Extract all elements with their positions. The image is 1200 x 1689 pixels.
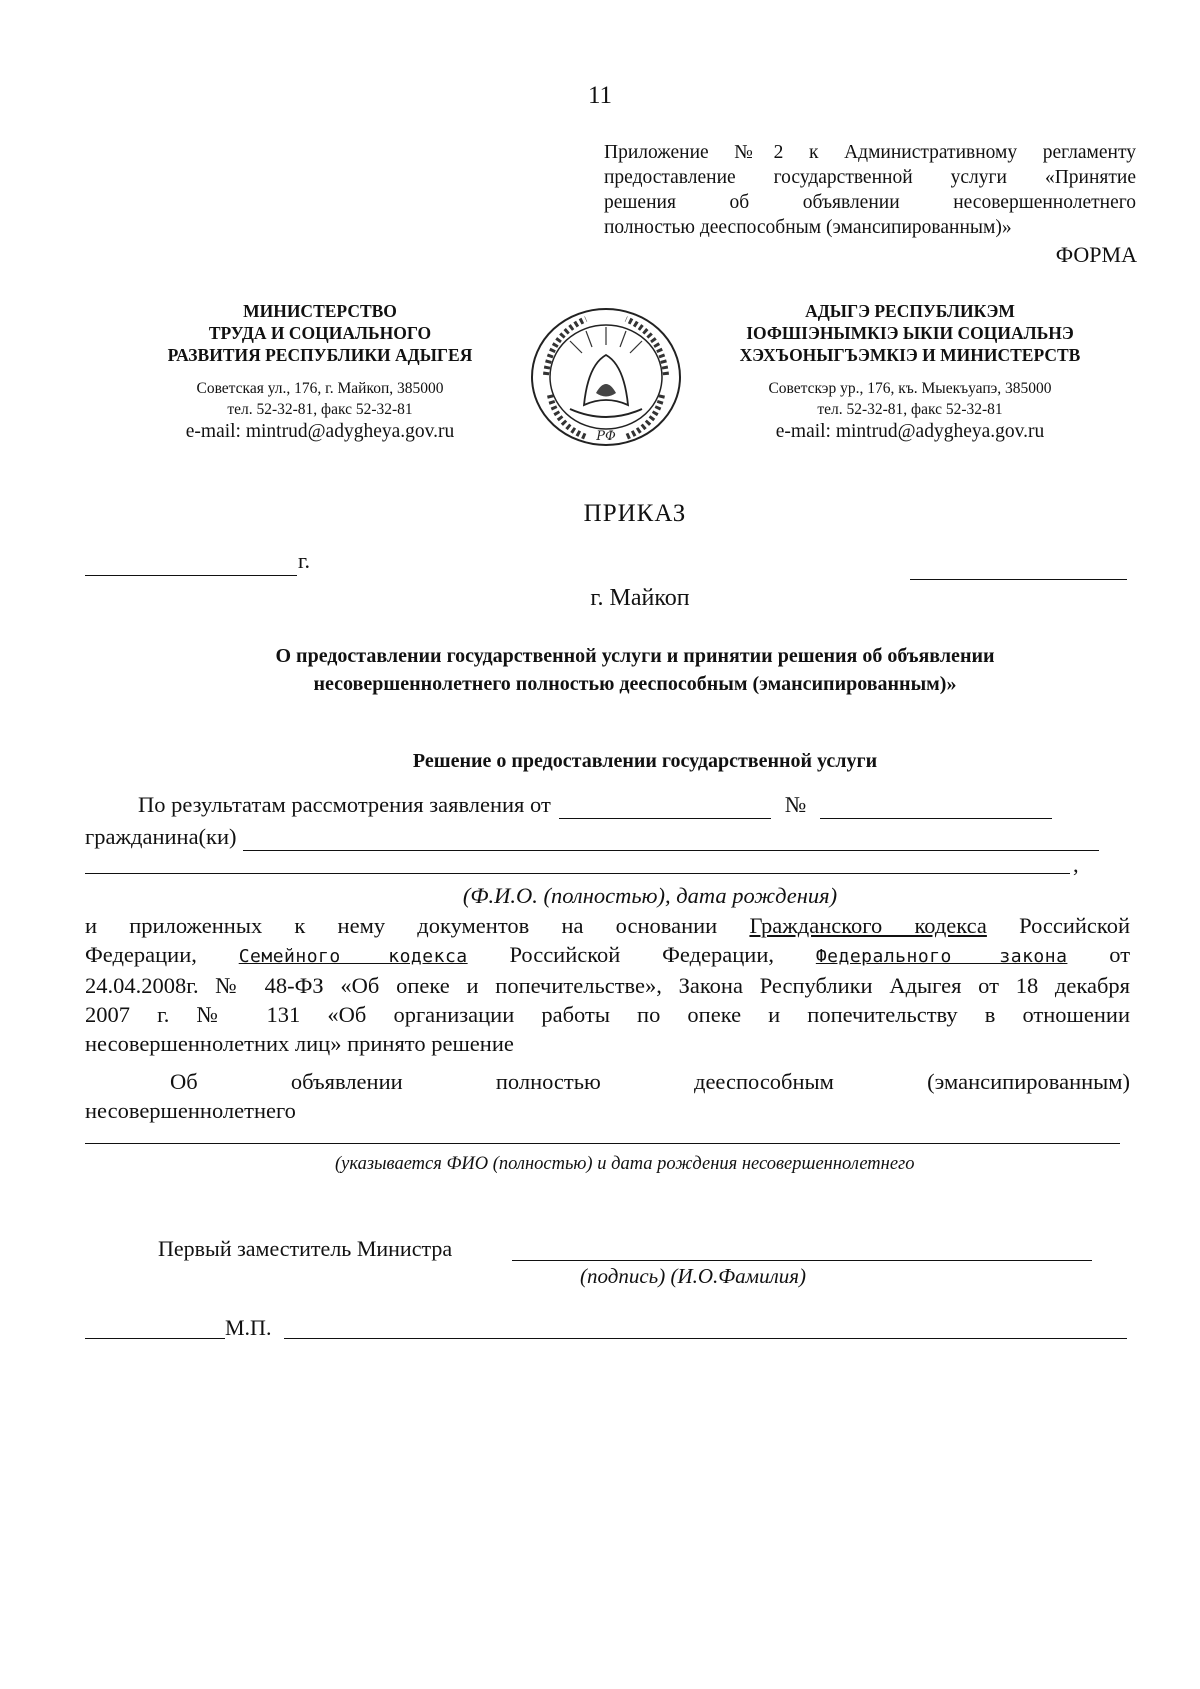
- appendix-line: полностью дееспособным (эмансипированным)»: [604, 217, 1012, 238]
- adygea-coat-of-arms-icon: [526, 305, 686, 450]
- order-city: г. Майкоп: [590, 585, 690, 611]
- appendix-line: Приложение №2 к Административному регламенту: [604, 142, 1136, 163]
- emblem-label: РФ: [596, 429, 616, 444]
- civil-code-link[interactable]: Гражданского кодекса: [749, 913, 987, 938]
- form-label: ФОРМА: [1055, 242, 1137, 267]
- paragraph-text: от: [1109, 942, 1131, 967]
- application-row: [138, 791, 1052, 819]
- subject-line: несовершеннолетнего полностью дееспособным (эмансипированным)»: [313, 673, 957, 695]
- citizen-name-field-2[interactable]: [85, 873, 1070, 874]
- order-number-field[interactable]: [910, 547, 1127, 580]
- date-year-suffix: г.: [298, 548, 311, 573]
- family-code-link[interactable]: Семейного кодекса: [238, 946, 468, 967]
- signature-hint: (подпись) (И.О.Фамилия): [580, 1264, 806, 1288]
- paragraph-text: и приложенных к нему документов на основании: [85, 913, 718, 938]
- page-number: 11: [587, 82, 613, 109]
- org-right-address: [690, 378, 1130, 420]
- application-label: По результатам рассмотрения заявления от: [138, 792, 551, 817]
- org-left-title-line: ТРУДА И СОЦИАЛЬНОГО: [208, 323, 432, 343]
- application-number-field[interactable]: [820, 794, 1052, 819]
- org-right-title-line: IОФШIЭНЫМКIЭ ЫКIИ СОЦИАЛЬНЭ: [746, 323, 1074, 343]
- paragraph-text: Российской Федерации,: [509, 942, 775, 967]
- appendix-line: решения об объявлении несовершеннолетнего: [604, 192, 1136, 213]
- emancipation-line: Об объявлении полностью дееспособным (эмансипированным): [170, 1069, 1130, 1094]
- org-left-email: e-mail: mintrud@adygheya.gov.ru: [185, 421, 455, 442]
- signer-title: Первый заместитель Министра: [158, 1236, 453, 1261]
- citizen-row: [85, 823, 1099, 851]
- org-right-title-line: АДЫГЭ РЕСПУБЛИКЭМ: [805, 301, 1015, 321]
- stamp-label: М.П.: [225, 1315, 272, 1340]
- emancipation-line: несовершеннолетнего: [85, 1098, 296, 1123]
- number-sign: №: [784, 792, 807, 817]
- paragraph-line: 2007 г. № 131 «Об организации работы по опеке и попечительству в отношении: [85, 1002, 1130, 1027]
- org-left-block: [130, 300, 510, 444]
- org-left-title-line: МИНИСТЕРСТВО: [243, 301, 397, 321]
- application-date-field[interactable]: [559, 794, 771, 819]
- org-left-address: [130, 378, 510, 420]
- minor-name-hint: (указывается ФИО (полностью) и дата рождения несовершеннолетнего: [335, 1154, 915, 1174]
- comma: ,: [1073, 852, 1079, 877]
- date-field[interactable]: [85, 547, 297, 576]
- paragraph-line: [85, 911, 1130, 940]
- paragraph-line: [85, 940, 1130, 971]
- paragraph-line: несовершеннолетних лиц» принято решение: [85, 1031, 514, 1056]
- decision-heading: Решение о предоставлении государственной услуги: [412, 750, 878, 772]
- paragraph-text: Российской: [1019, 913, 1130, 938]
- org-right-street: Советскэр ур., 176, къ. Мыекъуапэ, 385000: [768, 380, 1052, 397]
- citizen-name-field[interactable]: [243, 826, 1099, 851]
- appendix-line: предоставление государственной услуги «Принятие: [604, 167, 1136, 188]
- signature-field[interactable]: [512, 1260, 1092, 1261]
- org-right-phone: тел. 52-32-81, факс 52-32-81: [817, 401, 1003, 418]
- stamp-line-left: [85, 1338, 225, 1339]
- stamp-line-right: [284, 1338, 1127, 1339]
- emancipation-statement: [85, 1067, 1130, 1125]
- org-right-title-line: ХЭХЪОНЫГЪЭМКIЭ И МИНИСТЕРСТВ: [739, 345, 1081, 365]
- org-right-email: e-mail: mintrud@adygheya.gov.ru: [775, 421, 1045, 442]
- paragraph-text: Федерации,: [85, 942, 197, 967]
- fio-hint: (Ф.И.О. (полностью), дата рождения): [462, 883, 838, 908]
- paragraph-line: 24.04.2008г. № 48-ФЗ «Об опеке и попечительстве», Закона Республики Адыгея от 18 декабря: [85, 973, 1130, 998]
- federal-law-link[interactable]: Федерального закона: [815, 946, 1068, 967]
- order-title: ПРИКАЗ: [583, 500, 687, 527]
- order-subject: [90, 642, 1180, 698]
- citizen-label: гражданина(ки): [85, 824, 237, 849]
- org-left-street: Советская ул., 176, г. Майкоп, 385000: [196, 380, 444, 397]
- minor-name-field[interactable]: [85, 1143, 1120, 1144]
- org-left-phone: тел. 52-32-81, факс 52-32-81: [227, 401, 413, 418]
- decision-paragraph: [85, 911, 1130, 1058]
- appendix-note: [604, 140, 1136, 240]
- org-left-title-line: РАЗВИТИЯ РЕСПУБЛИКИ АДЫГЕЯ: [167, 345, 473, 365]
- subject-line: О предоставлении государственной услуги и принятии решения об объявлении: [275, 645, 995, 667]
- org-right-block: [690, 300, 1130, 444]
